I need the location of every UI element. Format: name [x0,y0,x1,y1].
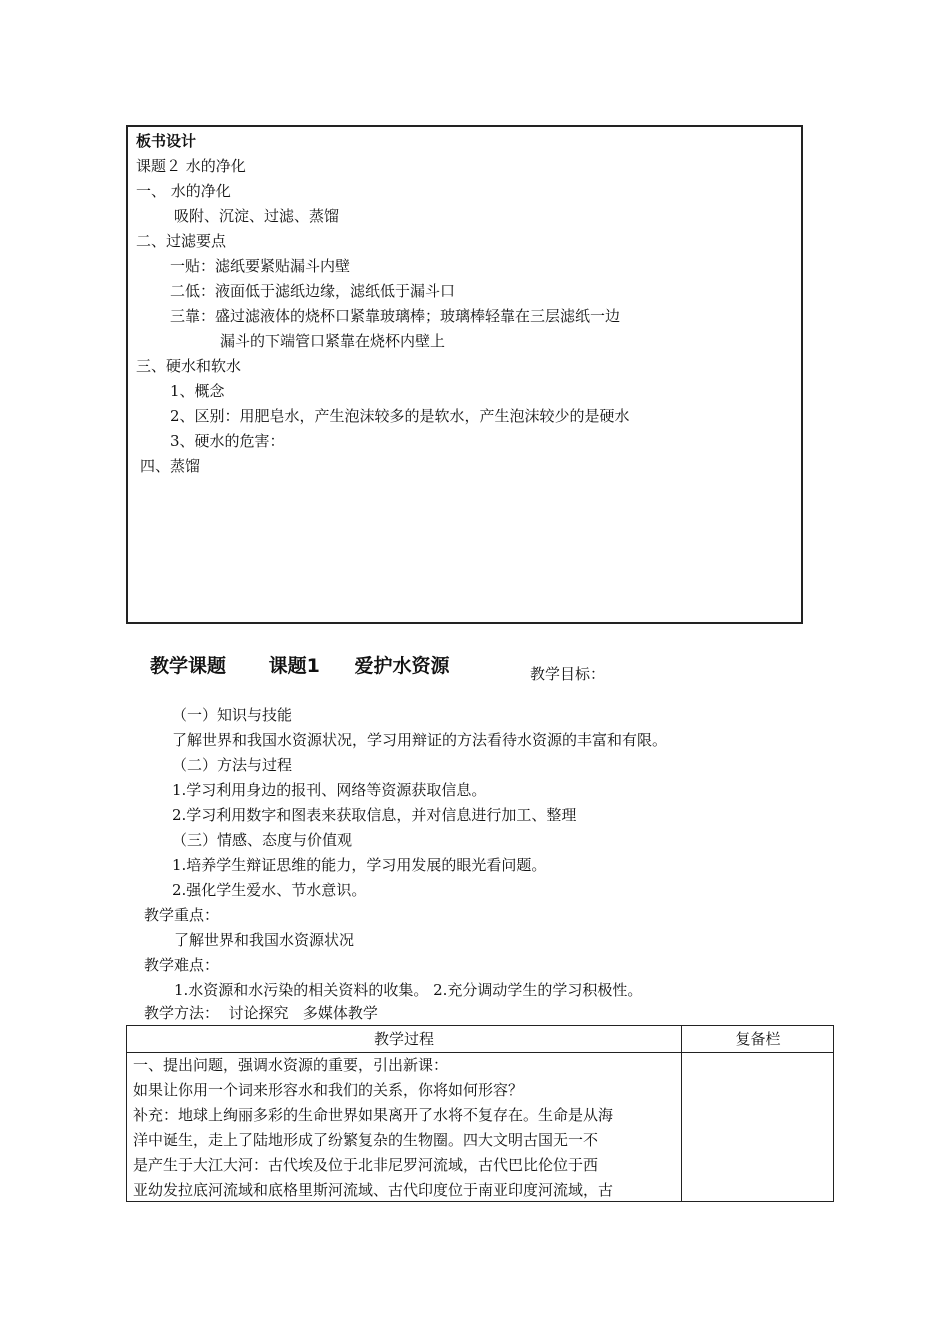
board-line: 课题２ 水的净化 [136,157,246,175]
difficulties-text: 1.水资源和水污染的相关资料的收集。 2.充分调动学生的学习积极性。 [174,981,643,999]
board-line: 二低：液面低于滤纸边缘，滤纸低于漏斗口 [170,282,456,300]
teaching-process-table [126,1025,834,1202]
board-line: 三、硬水和软水 [136,357,242,375]
process-line: 洋中诞生，走上了陆地形成了纷繁复杂的生物圈。四大文明古国无一不 [133,1131,599,1149]
process-line: 是产生于大江大河：古代埃及位于北非尼罗河流域，古代巴比伦位于西 [133,1156,599,1174]
process-column-header: 教学过程 [373,1030,434,1048]
notes-column-header: 复备栏 [735,1030,781,1048]
objective-item: 1.培养学生辩证思维的能力，学习用发展的眼光看问题。 [172,856,547,874]
board-line: 吸附、沉淀、过滤、蒸馏 [174,207,340,225]
board-line: 一贴：滤纸要紧贴漏斗内壁 [170,257,351,275]
objective-heading: （二）方法与过程 [172,756,293,774]
lesson-heading [150,652,450,680]
objective-heading: （三）情感、态度与价值观 [172,831,353,849]
process-line: 补充：地球上绚丽多彩的生命世界如果离开了水将不复存在。生命是从海 [133,1106,614,1124]
board-line: 漏斗的下端管口紧靠在烧杯内壁上 [220,332,446,350]
board-line: 四、蒸馏 [140,457,201,475]
lesson-topic: 爱护水资源 [354,655,450,677]
board-line: 二、过滤要点 [136,232,227,250]
board-line: 1、概念 [170,382,225,400]
lesson-unit: 课题1 [268,655,320,677]
board-line: 3、硬水的危害： [170,432,285,450]
header-divider [127,1052,833,1053]
objective-item: 2.强化学生爱水、节水意识。 [172,881,367,899]
board-title: 板书设计 [136,132,197,150]
difficulties-label: 教学难点： [144,956,220,974]
board-line: 一、 水的净化 [136,182,231,200]
board-line: 三靠：盛过滤液体的烧杯口紧靠玻璃棒；玻璃棒轻靠在三层滤纸一边 [170,307,621,325]
key-points-text: 了解世界和我国水资源状况 [174,931,355,949]
process-line: 一、提出问题，强调水资源的重要，引出新课： [133,1056,449,1074]
objectives-label: 教学目标： [530,665,606,683]
key-points-label: 教学重点： [144,906,220,924]
lesson-label: 教学课题 [150,655,227,677]
objective-item: 了解世界和我国水资源状况，学习用辩证的方法看待水资源的丰富和有限。 [172,731,668,749]
process-line: 如果让你用一个词来形容水和我们的关系，你将如何形容？ [133,1081,524,1099]
objective-item: 1.学习利用身边的报刊、网络等资源获取信息。 [172,781,487,799]
objective-heading: （一）知识与技能 [172,706,293,724]
process-line: 亚幼发拉底河流域和底格里斯河流域、古代印度位于南亚印度河流域，古 [133,1181,614,1199]
teaching-method: 教学方法： 讨论探究 多媒体教学 [144,1004,378,1022]
board-line: 2、区别：用肥皂水，产生泡沫较多的是软水，产生泡沫较少的是硬水 [170,407,630,425]
objective-item: 2.学习利用数字和图表来获取信息，并对信息进行加工、整理 [172,806,577,824]
